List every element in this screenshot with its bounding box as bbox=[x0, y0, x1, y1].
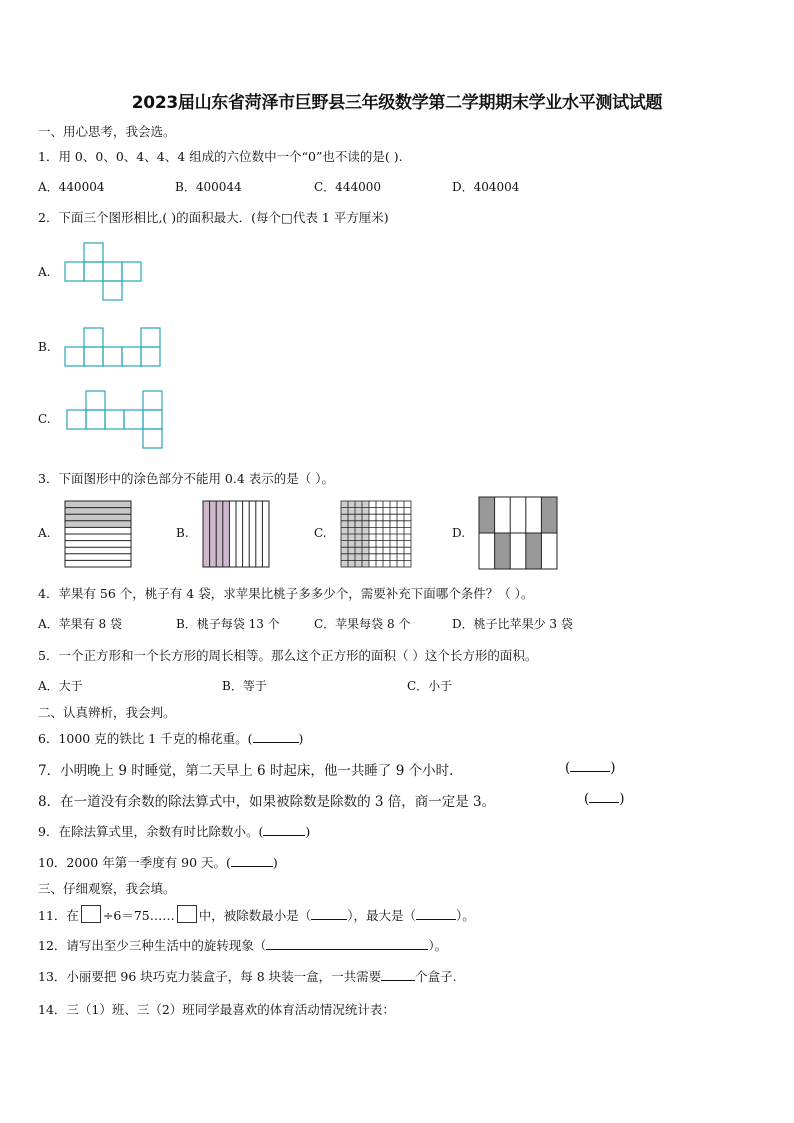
question-3-figure-d bbox=[478, 496, 560, 572]
question-14-stem: 14．三（1）班、三（2）班同学最喜欢的体育活动情况统计表： bbox=[38, 1002, 395, 1017]
section-heading-3: 三、仔细观察，我会填。 bbox=[38, 881, 176, 896]
question-9-stem: 9．在除法算式里，余数有时比除数小。( bbox=[38, 824, 264, 839]
question-6 bbox=[38, 729, 303, 747]
question-5-option-b: B．等于 bbox=[222, 679, 267, 693]
question-11-part-3: 中，被除数最小是（ bbox=[198, 908, 312, 923]
question-2-figure-a bbox=[64, 242, 144, 302]
question-8-stem: 8．在一道没有余数的除法算式中，如果被除数是除数的 3 倍，商一定是 3。 bbox=[38, 794, 496, 810]
question-4-option-d: D．桃子比苹果少 3 袋 bbox=[452, 617, 573, 631]
question-12-stem: 12．请写出至少三种生活中的旋转现象（ bbox=[38, 938, 267, 953]
answer-blank[interactable] bbox=[263, 823, 305, 836]
question-3-figure-b bbox=[202, 500, 272, 570]
answer-blank[interactable] bbox=[253, 730, 299, 743]
question-9-close: ) bbox=[305, 824, 311, 839]
question-3-stem: 3．下面图形中的涂色部分不能用 0.4 表示的是（ ）。 bbox=[38, 471, 335, 486]
question-2-figure-b bbox=[64, 327, 164, 369]
question-7-answer bbox=[565, 759, 616, 776]
question-8-close: ) bbox=[619, 791, 625, 807]
question-5-option-c: C．小于 bbox=[407, 679, 453, 693]
question-2-label-a: A. bbox=[38, 265, 51, 279]
question-10 bbox=[38, 853, 278, 871]
remainder-box[interactable] bbox=[177, 905, 197, 923]
question-13-tail: 个盒子. bbox=[415, 969, 457, 984]
question-5-option-a: A．大于 bbox=[38, 679, 83, 693]
dividend-box[interactable] bbox=[81, 905, 101, 923]
question-11-part-2: ÷6＝75…… bbox=[102, 908, 175, 923]
question-4-stem: 4．苹果有 56 个，桃子有 4 袋，求苹果比桃子多多少个，需要补充下面哪个条件？（ ）。 bbox=[38, 586, 534, 601]
question-3-label-c: C. bbox=[314, 526, 327, 540]
question-1-option-a: A．440004 bbox=[38, 180, 105, 194]
question-11-part-4: ），最大是（ bbox=[347, 908, 417, 923]
question-8-answer bbox=[584, 790, 625, 807]
question-10-stem: 10．2000 年第一季度有 90 天。( bbox=[38, 855, 231, 870]
question-1-stem: 1．用 0、0、0、4、4、4 组成的六位数中一个“0”也不读的是( ). bbox=[38, 149, 403, 164]
question-12-close: ）。 bbox=[428, 938, 448, 953]
question-13 bbox=[38, 967, 457, 985]
section-heading-2: 二、认真辨析，我会判。 bbox=[38, 705, 176, 720]
question-4-option-a: A．苹果有 8 袋 bbox=[38, 617, 122, 631]
question-1-option-c: C．444000 bbox=[314, 180, 381, 194]
question-6-stem: 6．1000 克的铁比 1 千克的棉花重。( bbox=[38, 731, 253, 746]
question-7-open: ( bbox=[565, 760, 571, 776]
question-1-option-b: B．400044 bbox=[175, 180, 242, 194]
question-1-option-d: D．404004 bbox=[452, 180, 520, 194]
question-4-option-b: B．桃子每袋 13 个 bbox=[176, 617, 280, 631]
question-13-stem: 13．小丽要把 96 块巧克力装盒子，每 8 块装一盒，一共需要 bbox=[38, 969, 382, 984]
question-12 bbox=[38, 936, 447, 954]
question-2-label-c: C. bbox=[38, 412, 51, 426]
question-2-label-b: B. bbox=[38, 340, 51, 354]
question-3-label-b: B. bbox=[176, 526, 189, 540]
question-7-close: ) bbox=[610, 760, 616, 776]
question-7-stem: 7．小明晚上 9 时睡觉，第二天早上 6 时起床，他一共睡了 9 个小时． bbox=[38, 763, 463, 779]
section-heading-1: 一、用心思考，我会选。 bbox=[38, 124, 176, 139]
question-10-close: ) bbox=[272, 855, 278, 870]
question-3-label-d: D. bbox=[452, 526, 466, 540]
answer-blank[interactable] bbox=[266, 937, 428, 950]
question-11 bbox=[38, 905, 475, 924]
question-2-figure-c bbox=[66, 390, 166, 450]
question-3-figure-c bbox=[340, 500, 414, 570]
question-3-label-a: A. bbox=[38, 526, 51, 540]
question-3-figure-a bbox=[64, 500, 134, 570]
answer-blank[interactable] bbox=[416, 907, 456, 920]
answer-blank[interactable] bbox=[589, 790, 619, 803]
question-6-close: ) bbox=[298, 731, 304, 746]
question-11-part-1: 11．在 bbox=[38, 908, 79, 923]
answer-blank[interactable] bbox=[311, 907, 347, 920]
answer-blank[interactable] bbox=[231, 854, 273, 867]
question-9 bbox=[38, 822, 310, 840]
question-2-stem: 2．下面三个图形相比,( )的面积最大．(每个□代表 1 平方厘米) bbox=[38, 210, 389, 225]
question-8-open: ( bbox=[584, 791, 590, 807]
question-4-option-c: C．苹果每袋 8 个 bbox=[314, 617, 411, 631]
answer-blank[interactable] bbox=[381, 968, 415, 981]
answer-blank[interactable] bbox=[570, 759, 610, 772]
page-title: 2023届山东省菏泽市巨野县三年级数学第二学期期末学业水平测试试题 bbox=[131, 93, 663, 113]
question-11-part-5: ）。 bbox=[456, 908, 475, 923]
question-5-stem: 5．一个正方形和一个长方形的周长相等。那么这个正方形的面积（ ）这个长方形的面积。 bbox=[38, 648, 538, 663]
